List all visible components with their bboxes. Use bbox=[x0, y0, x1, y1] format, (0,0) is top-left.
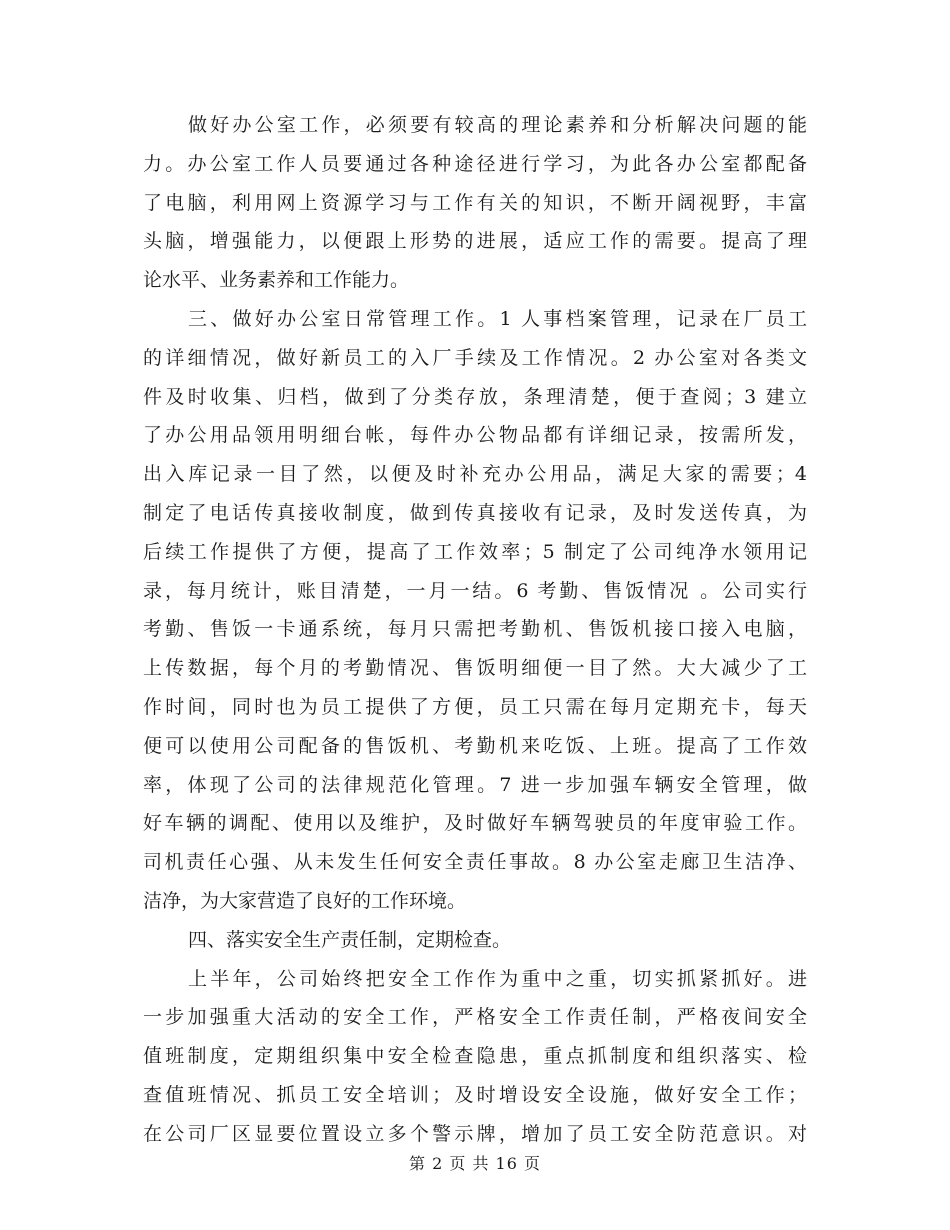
paragraph-line: 便可以使用公司配备的售饭机、考勤机来吃饭、上班。提高了工作效 bbox=[143, 734, 807, 757]
paragraph-line: 考勤、售饭一卡通系统，每月只需把考勤机、售饭机接口接入电脑， bbox=[143, 618, 807, 641]
paragraph-line: 洁净，为大家营造了良好的工作环境。 bbox=[143, 889, 467, 912]
paragraph-line: 力。办公室工作人员要通过各种途径进行学习，为此各办公室都配备 bbox=[143, 152, 807, 175]
paragraph-line: 在公司厂区显要位置设立多个警示牌，增加了员工安全防范意识。对 bbox=[143, 1122, 807, 1145]
document-body bbox=[143, 106, 807, 1154]
paragraph-line: 作时间，同时也为员工提供了方便，员工只需在每月定期充卡，每天 bbox=[143, 695, 807, 718]
paragraph-line: 了电脑，利用网上资源学习与工作有关的知识，不断开阔视野，丰富 bbox=[143, 191, 807, 214]
paragraph-line: 出入库记录一目了然，以便及时补充办公用品，满足大家的需要；4 bbox=[143, 463, 807, 486]
paragraph-line: 一步加强重大活动的安全工作，严格安全工作责任制，严格夜间安全 bbox=[143, 1006, 807, 1029]
paragraph-line: 论水平、业务素养和工作能力。 bbox=[143, 269, 410, 292]
paragraph-line: 率，体现了公司的法律规范化管理。7 进一步加强车辆安全管理，做 bbox=[143, 773, 807, 796]
paragraph-line: 了办公用品领用明细台帐，每件办公物品都有详细记录，按需所发， bbox=[143, 424, 807, 447]
paragraph-line: 做好办公室工作，必须要有较高的理论素养和分析解决问题的能 bbox=[188, 114, 807, 136]
paragraph-line: 好车辆的调配、使用以及维护，及时做好车辆驾驶员的年度审验工作。 bbox=[143, 812, 807, 835]
paragraph-line: 录，每月统计，账目清楚，一月一结。6 考勤、售饭情况 。公司实行 bbox=[143, 579, 807, 602]
paragraph-line: 头脑，增强能力，以便跟上形势的进展，适应工作的需要。提高了理 bbox=[143, 230, 807, 253]
paragraph-line: 制定了电话传真接收制度，做到传真接收有记录，及时发送传真，为 bbox=[143, 501, 807, 524]
paragraph-line: 上传数据，每个月的考勤情况、售饭明细便一目了然。大大减少了工 bbox=[143, 657, 807, 680]
section-heading-line: 四、落实安全生产责任制，定期检查。 bbox=[188, 928, 512, 951]
paragraph-line: 司机责任心强、从未发生任何安全责任事故。8 办公室走廊卫生洁净、 bbox=[143, 851, 807, 874]
paragraph-line: 的详细情况，做好新员工的入厂手续及工作情况。2 办公室对各类文 bbox=[143, 346, 807, 369]
paragraph-line: 后续工作提供了方便，提高了工作效率；5 制定了公司纯净水领用记 bbox=[143, 540, 807, 563]
page-number-footer: 第 2 页 共 16 页 bbox=[409, 1154, 541, 1173]
paragraph-line: 值班制度，定期组织集中安全检查隐患，重点抓制度和组织落实、检 bbox=[143, 1045, 807, 1068]
paragraph-line: 上半年，公司始终把安全工作作为重中之重，切实抓紧抓好。进 bbox=[188, 967, 807, 990]
paragraph-line: 查值班情况、抓员工安全培训；及时增设安全设施，做好安全工作； bbox=[143, 1083, 807, 1106]
section-heading-line: 三、做好办公室日常管理工作。1 人事档案管理，记录在厂员工 bbox=[188, 307, 807, 330]
paragraph-line: 件及时收集、归档，做到了分类存放，条理清楚，便于查阅；3 建立 bbox=[143, 385, 807, 408]
